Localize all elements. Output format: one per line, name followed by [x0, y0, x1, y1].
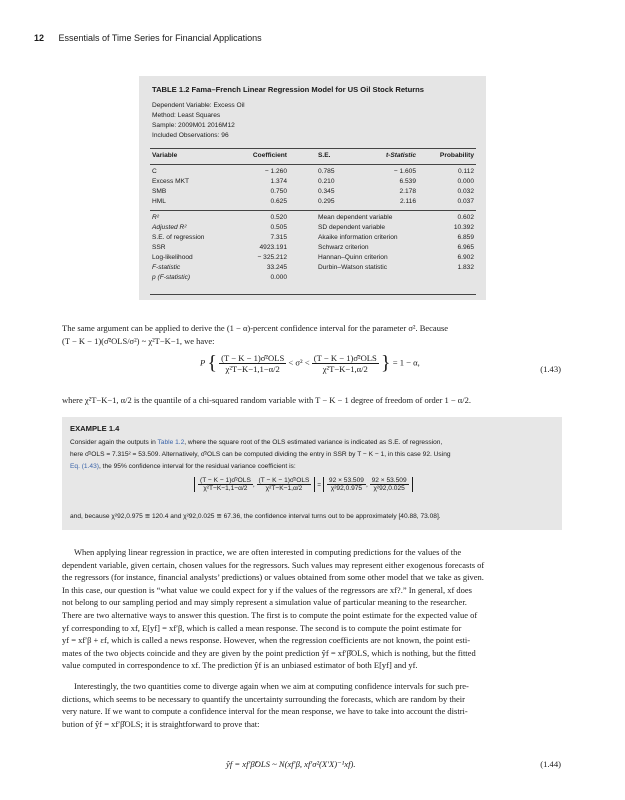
text-line: dictions, which seems to be necessary to quantify the uncertainty surrounding the forecasts, which are random by their: [62, 693, 465, 704]
frac-denominator: χ²92,0.975: [330, 485, 363, 492]
statistic-value: 0.602: [457, 214, 474, 221]
eq-numerator: (T − K − 1)σ̂²OLS: [221, 353, 285, 363]
table-meta-line: Sample: 2009M01 2016M12: [152, 122, 235, 129]
example-line: and, because χ²92,0.975 ≅ 120.4 and χ²92,0.025 ≅ 67.36, the confidence interval turns out to be approximately [40.88, 73.08].: [70, 513, 441, 520]
table-title: TABLE 1.2 Fama–French Linear Regression Model for US Oil Stock Returns: [152, 85, 425, 94]
eq-brace: }: [380, 352, 391, 374]
text-line: the regressors (for instance, financial analysts’ predictions) or values obtained from some other model that we take as given.: [62, 572, 484, 583]
eq-inequality: < σ² <: [288, 357, 310, 368]
variable-name: Excess MKT: [152, 178, 190, 185]
text-line: value computed in correspondence to xf. The prediction ŷf is an unbiased estimator of both E[yf] and yf.: [62, 660, 418, 671]
example-line: here σ̂²OLS = 7.315² = 53.509. Alternatively, σ̂²OLS can be computed dividing the entry in SSR by T − K − 1, in this case 92. Using: [70, 451, 451, 458]
statistic-value: 7.315: [270, 234, 287, 241]
table-meta-line: Dependent Variable: Excess Oil: [152, 102, 245, 109]
frac-numerator: (T − K − 1)σ̂²OLS: [200, 477, 251, 484]
statistic-value: 33.245: [266, 264, 287, 271]
se-value: 0.785: [318, 168, 335, 175]
interval-bracket: $\frac{92 \times 53.509}{\text{χ²92,0.975}}$ , $\frac{92 \times 53.509}{\text{χ²92,0.025}}$: [323, 477, 413, 492]
variable-name: SMB: [152, 188, 167, 195]
eq-rhs: = 1 − α,: [392, 357, 420, 368]
equation-1-43: [200, 352, 420, 375]
variable-name: HML: [152, 198, 166, 205]
text-line: yf = xf′β + εf, which is called a news response. However, when the regression coefficients are not known, the point esti-: [62, 635, 471, 646]
tstat-value: 2.116: [399, 198, 416, 205]
probability-value: 0.032: [457, 188, 474, 195]
paragraph-predictions: [62, 546, 562, 672]
equals-sign: =: [317, 481, 323, 489]
statistic-value: 0.000: [270, 274, 287, 281]
statistic-value: 6.859: [457, 234, 474, 241]
coefficient-value: − 1.260: [264, 168, 287, 175]
running-title: Essentials of Time Series for Financial Applications: [58, 33, 262, 43]
interval-fraction: [257, 477, 312, 492]
eq-fraction-right: [312, 353, 379, 374]
table-rule: [150, 294, 476, 295]
frac-numerator: 92 × 53.509: [328, 477, 364, 484]
table-meta-line: Method: Least Squares: [152, 112, 221, 119]
tstat-value: 6.539: [399, 178, 416, 185]
se-value: 0.210: [318, 178, 335, 185]
example-text: , the 95% confidence interval for the residual variance coefficient is:: [98, 463, 296, 470]
statistic-value: 1.832: [457, 264, 474, 271]
interval-fraction: [370, 477, 409, 492]
text-line: yf corresponding to xf, E[yf] = xf′β, which is called a mean response. The second is to compute the point estimate for: [62, 622, 462, 633]
example-line: [70, 461, 556, 473]
equation-1-44: ŷf = xf′β̂OLS ~ N(xf′β, xf′σ²(X′X)⁻¹xf).: [226, 759, 356, 769]
text-line: bution of ŷf = xf′β̂OLS; it is straightforward to prove that:: [62, 718, 260, 729]
example-text: Consider again the outputs in: [70, 439, 158, 446]
statistic-label: SD dependent variable: [318, 224, 386, 231]
text-line: Interestingly, the two quantities come to diverge again when we aim at computing confidence intervals for such pre-: [74, 681, 469, 691]
se-value: 0.345: [318, 188, 335, 195]
table-rule: [150, 210, 476, 211]
statistic-label: Log-likelihood: [152, 254, 193, 261]
eq-numerator: (T − K − 1)σ̂²OLS: [313, 353, 377, 363]
eq-brace: {: [207, 352, 218, 374]
statistic-label: SSR: [152, 244, 166, 251]
text-line: In this case, our question is “what value we could expect for y if the values of the regressors are xf?.” In general, xf does: [62, 584, 472, 595]
interval-fraction: [198, 477, 253, 492]
statistic-label: Hannan–Quinn criterion: [318, 254, 388, 261]
frac-denominator: χ²T−K−1,α/2: [265, 485, 303, 492]
statistic-value: 0.520: [270, 214, 287, 221]
frac-numerator: 92 × 53.509: [371, 477, 407, 484]
coefficient-value: 0.750: [270, 188, 287, 195]
example-interval-formula: [194, 477, 413, 492]
text-line: (T − K − 1)(σ̂²OLS/σ²) ~ χ²T−K−1, we have:: [62, 335, 215, 346]
statistic-label: Adjusted R²: [152, 224, 187, 231]
statistic-label: Durbin–Watson statistic: [318, 264, 388, 271]
paragraph-intervals: [62, 680, 562, 730]
interval-bracket: $\frac{\text{(T − K − 1)σ̂²OLS}}{\text{χ²T−K−1,1−α/2}}$ , $\frac{\text{(T − K − 1)σ̂²OLS}}{\text{χ²T−K−1,α/2}}$: [194, 477, 315, 492]
text-line: When applying linear regression in practice, we are often interested in computing predictions for the values of the: [74, 547, 462, 557]
text-line: The same argument can be applied to derive the (1 − α)-percent confidence interval for the parameter σ². Because: [62, 323, 449, 333]
text-line: very nature. If we want to compute a confidence interval for the mean response, we have to take into account the distri-: [62, 706, 468, 717]
statistic-value: 10.392: [453, 224, 474, 231]
table-meta: [152, 101, 245, 141]
statistic-label: R²: [152, 214, 159, 221]
running-header: [34, 33, 262, 43]
example-text: , where the square root of the OLS estimated variance is indicated as S.E. of regression,: [184, 439, 443, 446]
page-number: 12: [34, 33, 45, 43]
col-header-variable: Variable: [152, 152, 178, 159]
probability-value: 0.112: [457, 168, 474, 175]
equation-number: (1.43): [540, 364, 561, 374]
statistic-value: − 325.212: [257, 254, 287, 261]
eq-denominator: χ²T−K−1,α/2: [322, 364, 368, 374]
statistic-value: 4923.191: [259, 244, 287, 251]
statistic-label: p (F-statistic): [152, 274, 191, 281]
text-line: mates of the two objects coincide and they are given by the point prediction ŷf = xf′β̂OLS, which is nothing, but the fitted: [62, 647, 476, 658]
frac-denominator: χ²T−K−1,1−α/2: [203, 485, 248, 492]
statistic-value: 6.902: [457, 254, 474, 261]
col-header-coefficient: Coefficient: [252, 152, 287, 159]
variable-name: C: [152, 168, 157, 175]
frac-denominator: χ²92,0.025: [373, 485, 405, 492]
coefficient-value: 0.625: [270, 198, 287, 205]
table-rule: [150, 164, 476, 165]
paragraph: [62, 322, 562, 347]
statistic-label: F-statistic: [152, 264, 181, 271]
text-line: dependent variable, given certain, chosen values for the regressors. Such values may represent either exogenous forecasts of: [62, 559, 485, 570]
statistic-label: S.E. of regression: [152, 234, 205, 241]
equation-number: (1.44): [540, 759, 561, 769]
example-title: EXAMPLE 1.4: [70, 424, 120, 433]
eq-denominator: χ²T−K−1,1−α/2: [225, 364, 280, 374]
equation-link[interactable]: Eq. (1.43): [70, 463, 99, 470]
eq-fraction-left: [219, 353, 286, 374]
se-value: 0.295: [318, 198, 335, 205]
text-line: There are two alternative ways to answer this question. The first is to compute the point estimate for the expected value of: [62, 609, 478, 620]
table-meta-line: Included Observations: 96: [152, 132, 229, 139]
tstat-value: 2.178: [399, 188, 416, 195]
col-header-probability: Probability: [439, 152, 474, 159]
probability-value: 0.037: [457, 198, 474, 205]
table-link[interactable]: Table 1.2: [157, 439, 185, 446]
col-header-tstat: t-Statistic: [385, 152, 416, 159]
table-rule: [150, 148, 476, 149]
tstat-value: − 1.605: [393, 168, 416, 175]
statistic-label: Mean dependent variable: [318, 214, 393, 221]
statistic-value: 0.505: [270, 224, 287, 231]
eq-prob-symbol: P: [200, 357, 206, 368]
text-line: not belong to our sampling period and may simply represent a simulation value of particular meaning to the researcher.: [62, 597, 467, 608]
probability-value: 0.000: [457, 178, 474, 185]
where-line: where χ²T−K−1, α/2 is the quantile of a chi-squared random variable with T − K − 1 degree of freedom of order 1 − α/2.: [62, 395, 471, 405]
statistic-label: Akaike information criterion: [318, 234, 398, 241]
interval-fraction: [327, 477, 366, 492]
statistic-value: 6.965: [457, 244, 474, 251]
frac-numerator: (T − K − 1)σ̂²OLS: [258, 477, 310, 484]
col-header-se: S.E.: [318, 152, 331, 159]
example-line: [70, 437, 556, 449]
statistic-label: Schwarz criterion: [318, 244, 369, 251]
coefficient-value: 1.374: [270, 178, 287, 185]
